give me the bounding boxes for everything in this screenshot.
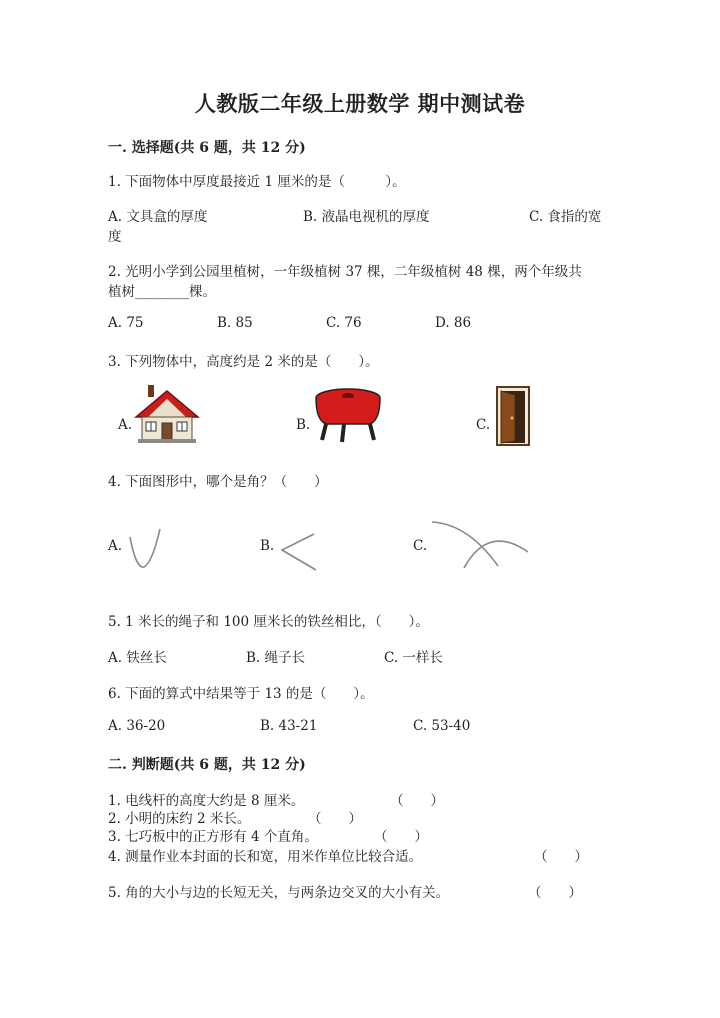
q3-option-a: A. <box>118 417 133 433</box>
question-4: 4. 下面图形中，哪个是角？（ ） <box>108 474 328 490</box>
q3-option-c: C. <box>476 417 491 433</box>
angle-shape-b <box>278 530 320 574</box>
judge-blank: （ ） <box>374 829 428 845</box>
judge-item: 5. 角的大小与边的长短无关，与两条边交叉的大小有关。 <box>108 885 450 901</box>
q1-option-c-wrap: 度 <box>108 229 122 245</box>
question-2-line2: 植树________棵。 <box>108 284 216 300</box>
question-2-line1: 2. 光明小学到公园里植树，一年级植树 37 棵，二年级植树 48 棵，两个年级共 <box>108 264 582 280</box>
q5-option-a: A. 铁丝长 <box>108 650 167 666</box>
crossing-lines-shape-c <box>428 518 532 572</box>
q6-option-c: C. 53-40 <box>413 718 471 734</box>
q1-option-c: C. 食指的宽 <box>529 209 602 225</box>
q5-option-c: C. 一样长 <box>384 650 443 666</box>
judge-item: 2. 小明的床约 2 米长。 <box>108 811 251 827</box>
judge-item: 4. 测量作业本封面的长和宽，用米作单位比较合适。 <box>108 849 423 865</box>
q4-option-b: B. <box>260 538 275 554</box>
judge-blank: （ ） <box>528 885 582 901</box>
q2-option-c: C. 76 <box>326 315 362 331</box>
question-6: 6. 下面的算式中结果等于 13 的是（ ）。 <box>108 686 374 702</box>
q4-option-a: A. <box>108 538 123 554</box>
section-heading-choice: 一. 选择题(共 6 题，共 12 分) <box>108 140 306 156</box>
q6-option-a: A. 36-20 <box>108 718 166 734</box>
q4-option-c: C. <box>413 538 428 554</box>
q2-option-d: D. 86 <box>435 315 472 331</box>
question-5: 5. 1 米长的绳子和 100 厘米长的铁丝相比，（ ）。 <box>108 614 429 630</box>
q2-option-b: B. 85 <box>217 315 253 331</box>
table-picture <box>312 386 384 444</box>
question-3: 3. 下列物体中，高度约是 2 米的是（ ）。 <box>108 354 379 370</box>
judge-item: 3. 七巧板中的正方形有 4 个直角。 <box>108 829 318 845</box>
q1-option-a: A. 文具盒的厚度 <box>108 209 208 225</box>
q3-option-b: B. <box>296 417 311 433</box>
judge-blank: （ ） <box>308 811 362 827</box>
q1-option-b: B. 液晶电视机的厚度 <box>303 209 430 225</box>
house-picture <box>134 383 200 445</box>
q2-option-a: A. 75 <box>108 315 144 331</box>
judge-blank: （ ） <box>390 793 444 809</box>
door-picture <box>493 385 533 447</box>
section-heading-judge: 二. 判断题(共 6 题，共 12 分) <box>108 757 306 773</box>
q6-option-b: B. 43-21 <box>260 718 318 734</box>
judge-item: 1. 电线杆的高度大约是 8 厘米。 <box>108 793 305 809</box>
judge-blank: （ ） <box>534 849 588 865</box>
curve-shape-a <box>126 525 166 573</box>
page-title: 人教版二年级上册数学 期中测试卷 <box>194 91 526 116</box>
q5-option-b: B. 绳子长 <box>246 650 306 666</box>
question-1: 1. 下面物体中厚度最接近 1 厘米的是（ ）。 <box>108 174 406 190</box>
